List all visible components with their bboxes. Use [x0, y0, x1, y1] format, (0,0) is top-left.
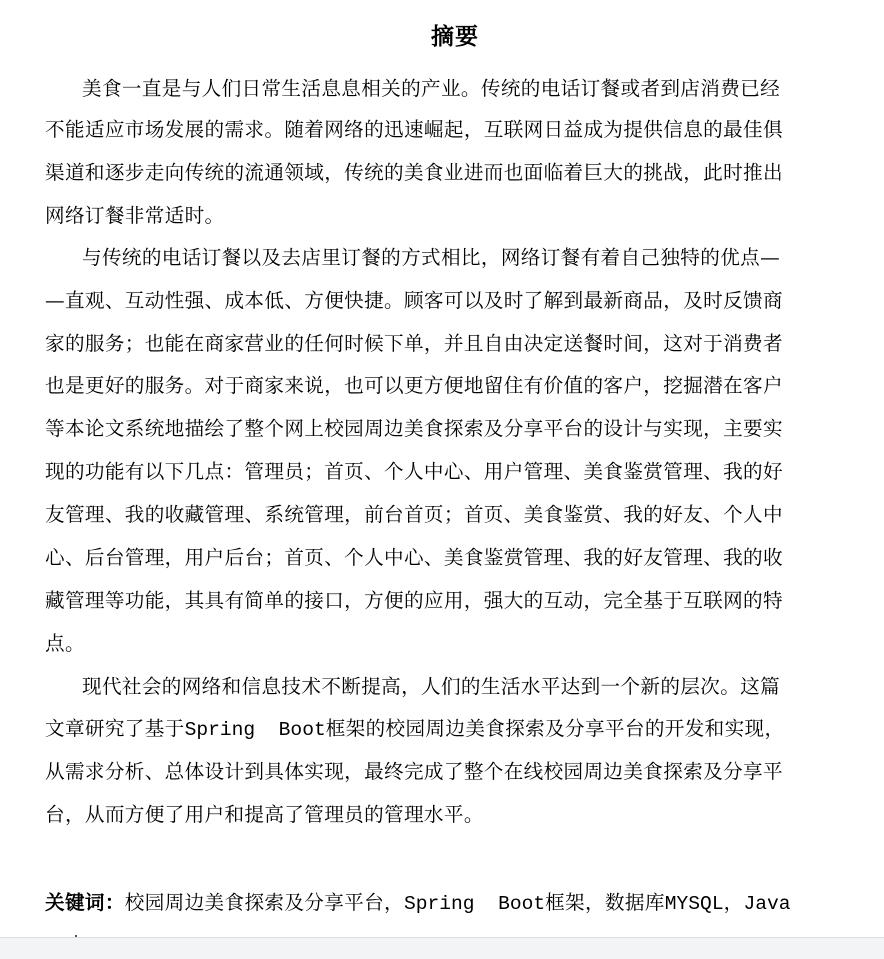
- keywords-label: 关键词：: [45, 891, 125, 914]
- keywords-part-1: 校园周边美食探索及分享平台，: [124, 891, 404, 914]
- paragraph-2-line-7: 友管理、我的收藏管理、系统管理，前台首页；首页、美食鉴赏、我的好友、个人中: [45, 503, 783, 526]
- paragraph-2-line-2: —直观、互动性强、成本低、方便快捷。顾客可以及时了解到最新商品，及时反馈商: [45, 289, 783, 312]
- keywords-mono-3: Java: [743, 893, 791, 915]
- paragraph-2-line-6: 现的功能有以下几点：管理员；首页、个人中心、用户管理、美食鉴赏管理、我的好: [45, 460, 783, 483]
- keywords-mono-1: Spring Boot: [404, 893, 546, 915]
- paragraph-2-line-5: 等本论文系统地描绘了整个网上校园周边美食探索及分享平台的设计与实现，主要实: [45, 417, 783, 440]
- paragraph-2-line-3: 家的服务；也能在商家营业的任何时候下单，并且自由决定送餐时间，这对于消费者: [45, 332, 783, 355]
- paragraph-2-line-10: 点。: [45, 632, 85, 655]
- keywords-part-2: 框架，数据库: [545, 891, 665, 914]
- paragraph-3-line-1: 现代社会的网络和信息技术不断提高，人们的生活水平达到一个新的层次。这篇: [82, 675, 781, 698]
- paragraph-3-line-2: [45, 716, 784, 743]
- paragraph-2-line-8: 心、后台管理，用户后台；首页、个人中心、美食鉴赏管理、我的好友管理、我的收: [45, 546, 783, 569]
- paragraph-3-line-4: 台，从而方便了用户和提高了管理员的管理水平。: [45, 803, 484, 826]
- paragraph-1-line-4: 网络订餐非常适时。: [45, 204, 225, 227]
- keywords-mono-2: MYSQL: [664, 893, 724, 915]
- paragraph-2-line-9: 藏管理等功能，其具有简单的接口，方便的应用，强大的互动，完全基于互联网的特: [45, 589, 783, 612]
- paragraph-2-line-4: 也是更好的服务。对于商家来说，也可以更方便地留住有价值的客户，挖掘潜在客户: [45, 374, 783, 397]
- paragraph-1-line-2: 不能适应市场发展的需求。随着网络的迅速崛起，互联网日益成为提供信息的最佳俱: [45, 118, 783, 141]
- paragraph-2-line-1: 与传统的电话订餐以及去店里订餐的方式相比，网络订餐有着自己独特的优点—: [82, 246, 781, 269]
- paragraph-3-line-3: 从需求分析、总体设计到具体实现，最终完成了整个在线校园周边美食探索及分享平: [45, 760, 783, 783]
- keywords-part-3: ，: [723, 891, 744, 914]
- viewer-bottom-bar: [0, 937, 884, 959]
- paragraph-3-line-2-mono: Spring Boot: [184, 719, 326, 741]
- paragraph-3-line-2-before: 文章研究了基于: [45, 717, 185, 740]
- paragraph-1-line-3: 渠道和逐步走向传统的流通领域，传统的美食业进而也面临着巨大的挑战，此时推出: [45, 161, 783, 184]
- keywords-line: [45, 890, 791, 917]
- paragraph-3-line-2-after: 框架的校园周边美食探索及分享平台的开发和实现，: [325, 717, 785, 740]
- page-title: 摘要: [431, 24, 479, 50]
- paragraph-1-line-1: 美食一直是与人们日常生活息息相关的产业。传统的电话订餐或者到店消费已经: [82, 77, 781, 100]
